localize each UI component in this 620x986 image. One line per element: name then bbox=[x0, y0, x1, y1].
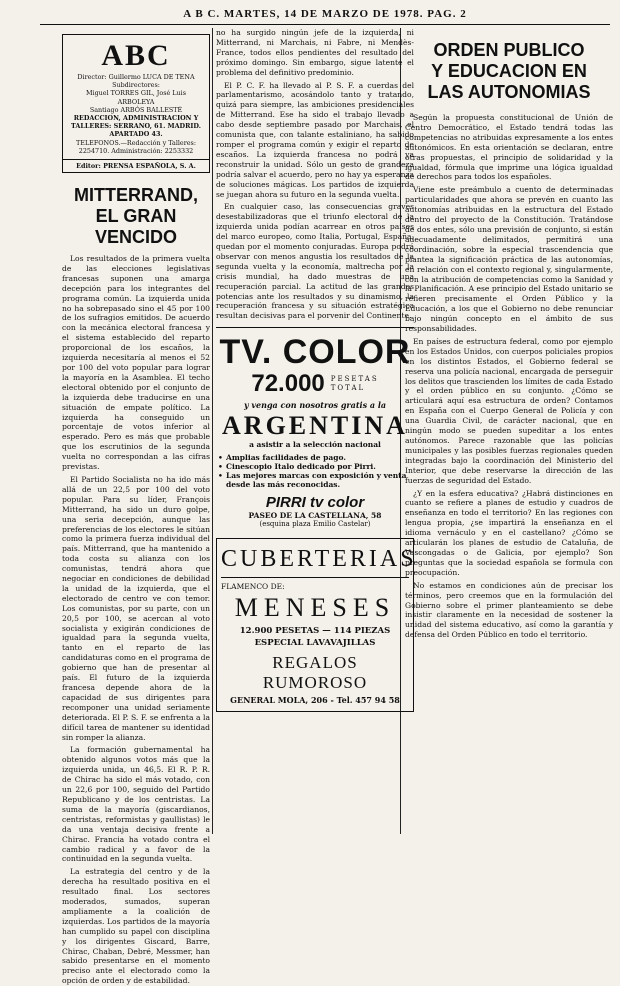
ad-country: ARGENTINA bbox=[222, 411, 408, 441]
column-left bbox=[62, 28, 210, 986]
article-paragraph: El P. C. F. ha llevado al P. S. F. a cuerdas del parlamentarismo, acosándolo tanto y tratando, quizá para siempre, las ambiciones presidenciales de Mitterrand. Ese ha sido el trabajo llevado a cabo desde septiembre pasado por Marchais, el comunista que, con talante estaliniano, ha sabido romper el programa común y exigir el reparto de escaños. La izquierda francesa no podrá ya reconstruir la unidad. Sólo un gesto de grandeza podría salvar el acuerdo, pero no hay ya esperanza de soluciones mágicas. Los partidos de izquierda se juegan ahora su futuro en la segunda vuelta. bbox=[216, 80, 414, 199]
article-paragraph: Según la propuesta constitucional de Unión de Centro Democrático, el Estado tendrá todas las competencias no atribuidas expresamente a los entes autonómicos. En esta orientación se declaran, entre otras propuestas, el principio de solidaridad y la igualdad, fórmula que imprime una lógica igualdad de derechos para todos los españoles. bbox=[405, 113, 613, 182]
tv-color-advertisement bbox=[216, 327, 414, 528]
masthead-subdirectors-label: Subdirectores: bbox=[112, 81, 160, 90]
ad-price-row bbox=[216, 370, 414, 398]
masthead-subdirector: Miguel TORRES GIL, José Luis ARBOLEYA bbox=[86, 89, 186, 106]
ad-address: GENERAL MOLA, 206 - Tel. 457 94 58 bbox=[230, 695, 400, 706]
ad-address-note: (esquina plaza Emilio Castelar) bbox=[259, 520, 371, 529]
ad-price-unit-line: PESETAS bbox=[330, 375, 379, 384]
article-paragraph: No estamos en condiciones aún de precisar los términos, pero creemos que en la formulación del Gobierno sobre el primer planteamiento se debe insistir claramente en la necesidad de sostener la unidad del sistema educativo, así como la garantía y defensa del Orden Público en todo el territorio. bbox=[405, 580, 613, 640]
ad-bullet: • Las mejores marcas con exposición y venta desde las más reconocidas. bbox=[216, 471, 414, 489]
cuberterias-advertisement bbox=[216, 538, 417, 712]
ad-brand: PIRRI tv color bbox=[265, 494, 365, 512]
masthead-phones: TELEFONOS.—Redacción y Talleres: 2254710. Administración: 2253332 bbox=[76, 138, 196, 155]
article-paragraph: Viene este preámbulo a cuento de determinadas particularidades que ahora se prevén en cuanto las autonomías atribuidas en la estructura del Estado dentro del proyecto de la Constitución. Tratándose de dos entes, sólo una previsión de conjunto, si están adecuadamente delimitados, permitirá una coordinación, sobre la especial trascendencia que plantea la significación práctica de las autonomías, en relación con el contexto regional y, singularmente, con la atribución de competencias como la Sanidad y la Planificación. A ese principio del Estado unitario se refieren precisamente el Orden Público y la Educación, a los que el Gobierno no debe renunciar bajo ningún concepto en el ámbito de sus responsabilidades. bbox=[405, 185, 613, 334]
ad-bullet: • Amplias facilidades de pago. bbox=[216, 453, 414, 462]
column-middle bbox=[216, 28, 417, 836]
ad-address: PASEO DE LA CASTELLANA, 58 bbox=[248, 511, 382, 521]
headline-line: ORDEN PUBLICO bbox=[433, 40, 585, 60]
masthead-publisher: Editor: PRENSA ESPAÑOLA, S. A. bbox=[63, 159, 209, 172]
article-paragraph: Los resultados de la primera vuelta de las elecciones legislativas francesas suponen una amarga decepción para los integrantes del programa común. La izquierda unida no ha sobrepasado sino el 45 por 100 de los sufragios emitidos. De acuerdo con la mecánica electoral francesa y el sistema establecido del reparto proporcional de los escaños, la izquierda necesitaría al menos el 52 por 100 del voto popular para lograr la mayoría en la Asamblea. El techo electoral obtenido por el conjunto de la izquierda debe traducirse en una situación de empate político. La izquierda ha conseguido un porcentaje de votos inferior al esperado. Pero es más que probable que los escrutinios de la segunda vuelta no correspondan a las cifras previstas. bbox=[62, 254, 210, 472]
article-paragraph: El Partido Socialista no ha ido más allá de un 22,5 por 100 del voto popular. Para su líder, François Mitterrand, ha sido un duro golpe, una seria decepción, aunque las preferencias de los electores le sitúan como la primera fuerza individual del país. Mitterrand, que ha mantenido a toda costa su alianza con los comunistas, tendrá ahora que negociar en condiciones de debilidad la unidad de la izquierda, que el electorado de centro ve con temor. Los comunistas, por su parte, con un 20,5 por 100, se acercan al voto socialista y exigirán condiciones de igualdad para la segunda vuelta, tanto en el reparto de las candidaturas como en el programa de gobierno que han de presentar al país. El futuro de la izquierda francesa depende ahora de la capacidad de sus dirigentes para recomponer una unidad seriamente deteriorada. El P. S. F. se enfrenta a la difícil tarea de mantener su identidad sin romper la alianza. bbox=[62, 474, 210, 742]
ad-bullet: • Cinescopio Italo dedicado por Pirri. bbox=[216, 462, 414, 471]
ad-price: 72.000 bbox=[251, 370, 325, 398]
ad-title: TV. COLOR bbox=[219, 333, 411, 372]
ad-offer: y venga con nosotros gratis a la bbox=[243, 400, 387, 411]
ad-price-unit bbox=[331, 375, 379, 393]
abc-logo: ABC bbox=[101, 39, 171, 72]
page-header: A B C. MARTES, 14 DE MARZO DE 1978. PAG. 2 bbox=[40, 6, 610, 25]
headline-line: EL GRAN VENCIDO bbox=[94, 206, 177, 248]
masthead-subdirector: Santiago ARBÓS BALLESTÉ bbox=[89, 105, 183, 114]
ad-assist: a asistir a la selección nacional bbox=[249, 440, 381, 450]
headline-line: Y EDUCACION EN bbox=[431, 61, 587, 81]
ad-store-name: REGALOS RUMOROSO bbox=[262, 653, 368, 693]
article-paragraph: ¿Y en la esfera educativa? ¿Habrá distinciones en cuanto se refiere a planes de estudio y cuadros de enseñanza en todo el territorio? En las regiones con lengua propia, ¿se impartirá la enseñanza en el idioma vernáculo y en el castellano? ¿Cómo se articularán los planes de estudio de Cataluña, de Vascongadas o de Galicia, por ejemplo? Son preguntas que la sociedad española se formula con preocupación. bbox=[405, 488, 613, 577]
article-paragraph: La formación gubernamental ha obtenido algunos votos más que la izquierda unida, un 46,5. El R. P. R. de Chirac ha sido el más votado, con un 22,6 por 100, seguido del Partido Republicano y de los centristas. La suma de la mayoría (giscardianos, centristas, reformistas y gaullistas) le da una ventaja decisiva frente a Chirac. Francia ha votado contra el cambio radical y a favor de la continuidad en la segunda vuelta. bbox=[62, 745, 210, 864]
ad-divider bbox=[221, 577, 409, 578]
masthead-office: REDACCION, ADMINISTRACION Y TALLERES: SERRANO, 61. MADRID. APARTADO 43. bbox=[71, 114, 201, 139]
ad-label: FLAMENCO DE: bbox=[221, 582, 285, 592]
article-headline bbox=[405, 40, 613, 103]
ad-title: CUBERTERIAS bbox=[221, 546, 417, 573]
article-headline bbox=[62, 185, 210, 248]
article-paragraph: no ha surgido ningún jefe de la izquierda, ni Mitterrand, ni Marchais, ni Fabre, ni Mendès-France, todos ellos pendientes del resultado del próximo domingo. Sin embargo, sigue latente el problema del definitivo predominio. bbox=[216, 28, 414, 77]
headline-line: LAS AUTONOMIAS bbox=[427, 82, 591, 102]
ad-brand: MENESES bbox=[234, 593, 396, 623]
article-paragraph: En países de estructura federal, como por ejemplo en los Estados Unidos, con cuerpos policiales propios en los distintos Estados, el Gobierno federal se reserva una policía nacional, encargada de perseguir los delitos que trascienden los límites de cada Estado y el orden público en su conjunto. ¿Cómo se articulará aquí esa estructura de orden? Contamos en España con el Cuerpo General de Policía y con una Guardia Civil, de carácter nacional, que en ningún modo se pueden supeditar a los entes autónomos. Parece razonable que las policías municipales y las posibles fuerzas regionales queden integradas bajo la coordinación del Ministerio del Interior, que debe reservarse la dirección de las fuerzas de seguridad del Estado. bbox=[405, 336, 613, 485]
article-paragraph: En cualquier caso, las consecuencias graves desestabilizadoras que el triunfo electoral de la izquierda unida podían acarrear en otros países del marco europeo, como Italia, Portugal, España, quedan por el momento conjuradas. Europa podrá observar con menos angustia los resultados de la segunda vuelta y la economía, maltrecha por la crisis mundial, ha dado muestras de una recuperación parcial. La actitud de las grandes potencias ante los resultados y su dinamismo, la recuperación francesa y su situación estratégica resultan decisivas para el porvenir del Continente. bbox=[216, 202, 414, 321]
ad-special-line: ESPECIAL LAVAVAJILLAS bbox=[254, 638, 376, 649]
masthead-director: Director: Guillermo LUCA DE TENA bbox=[77, 73, 195, 81]
headline-line: MITTERRAND, bbox=[74, 185, 198, 206]
article-paragraph: La estrategia del centro y de la derecha ha resultado positiva en el resultado final. Los sectores moderados, sumados, superan ampliamente a la coalición de izquierdas. Los partidos de la mayoría han cumplido su papel con disciplina y los dirigentes Giscard, Barre, Chirac, Chaban, Debré, Messmer, han sabido presentarse en el momento preciso ante el electorado como la opción de orden y de estabilidad. bbox=[62, 867, 210, 986]
ad-price-unit-line: TOTAL bbox=[330, 384, 366, 393]
ad-price-line: 12.900 PESETAS — 114 PIEZAS bbox=[239, 626, 391, 637]
column-divider bbox=[212, 28, 213, 834]
column-right bbox=[405, 28, 613, 836]
masthead bbox=[62, 34, 210, 173]
